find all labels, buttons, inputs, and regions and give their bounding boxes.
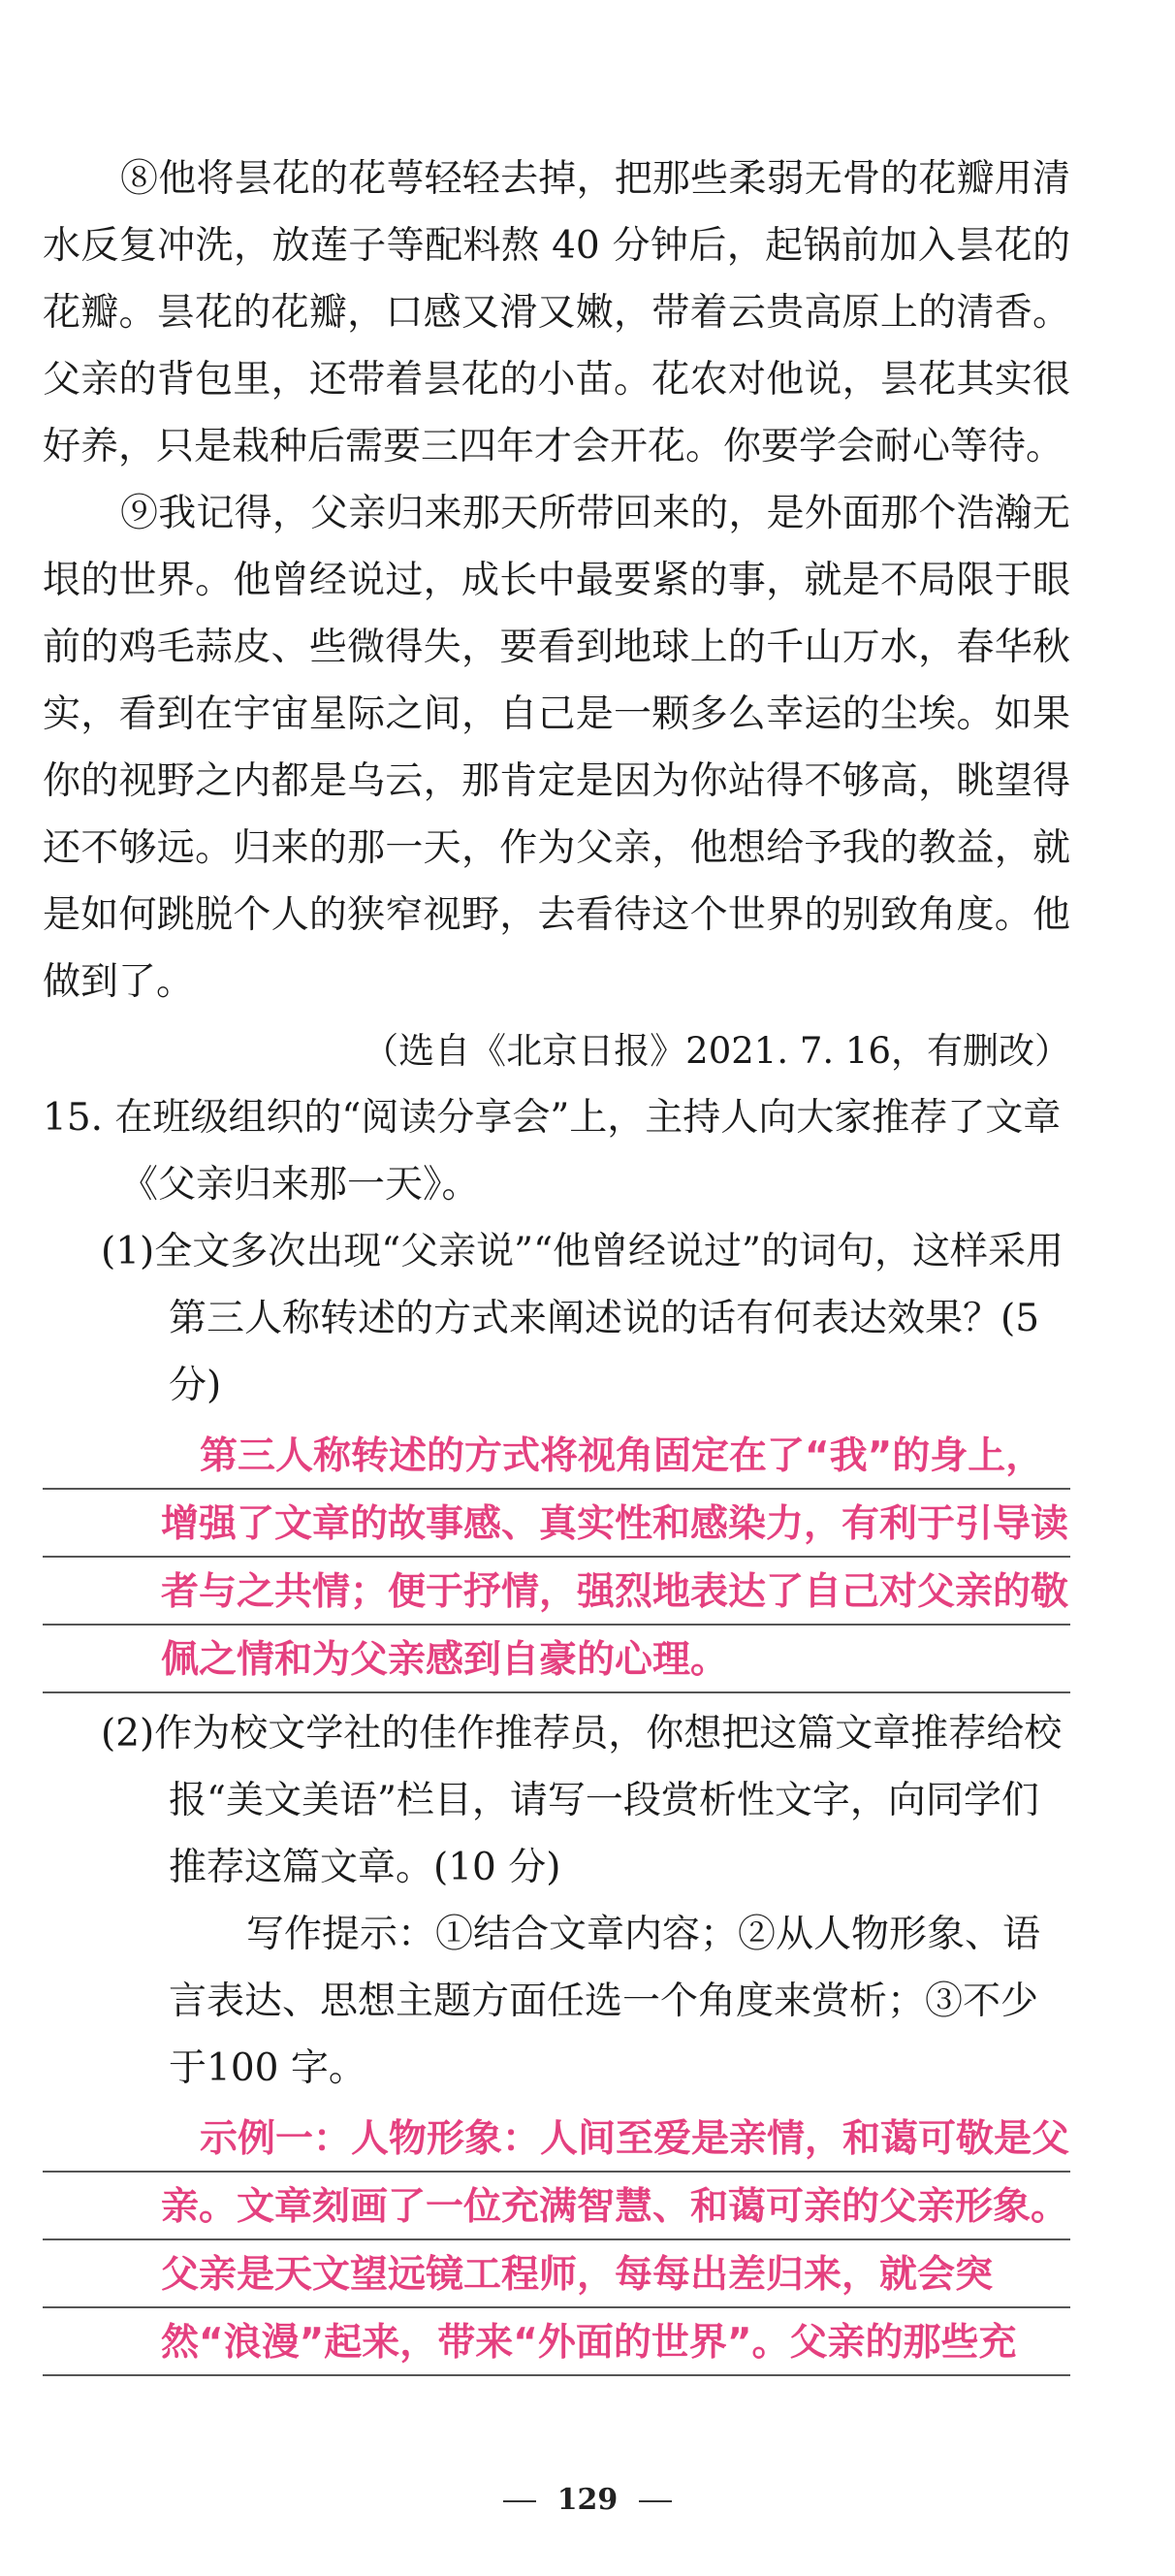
answer-15-1-text: 第三人称转述的方式将视角固定在了“我”的身上，增强了文章的故事感、真实性和感染力，有利于引导读者与之共情；便于抒情，强烈地表达了自己对父亲的敬佩之情和为父亲感到自豪的心理。 xyxy=(161,1434,1069,1682)
source-citation: （选自《北京日报》2021. 7. 16，有删改） xyxy=(363,1030,1070,1072)
answer-15-2 xyxy=(43,2106,1070,2377)
question-15-2: (2)作为校文学社的佳作推荐员，你想把这篇文章推荐给校报“美文美语”栏目，请写一段赏析性文字，向同学们推荐这篇文章。(10 分) xyxy=(101,1712,1063,1889)
question-15-stem: 15. 在班级组织的“阅读分享会”上，主持人向大家推荐了文章《父亲归来那一天》。 xyxy=(43,1096,1062,1207)
page-footer xyxy=(0,2483,1175,2517)
page-content xyxy=(43,145,1070,2383)
writing-hint: 写作提示：①结合文章内容；②从人物形象、语言表达、思想主题方面任选一个角度来赏析；③不少于100 字。 xyxy=(169,1913,1041,2090)
answer-15-2-text: 示例一：人物形象：人间至爱是亲情，和蔼可敬是父亲。文章刻画了一位充满智慧、和蔼可亲的父亲形象。父亲是天文望远镜工程师，每每出差归来，就会突然“浪漫”起来，带来“外面的世界”。父亲的那些充 xyxy=(161,2117,1070,2365)
paragraph-8: ⑧他将昙花的花萼轻轻去掉，把那些柔弱无骨的花瓣用清水反复冲洗，放莲子等配料熬 40 分钟后，起锅前加入昙花的花瓣。昙花的花瓣，口感又滑又嫩，带着云贵高原上的清香。父亲的背包里，还带着昙花的小苗。花农对他说，昙花其实很好养，只是栽种后需要三四年才会开花。你要学会耐心等待。 xyxy=(43,157,1070,468)
answer-15-1 xyxy=(43,1423,1070,1694)
question-15-1: (1)全文多次出现“父亲说”“他曾经说过”的词句，这样采用第三人称转述的方式来阐述说的话有何表达效果？(5 分) xyxy=(101,1230,1064,1407)
paragraph-9: ⑨我记得，父亲归来那天所带回来的，是外面那个浩瀚无垠的世界。他曾经说过，成长中最要紧的事，就是不局限于眼前的鸡毛蒜皮、些微得失，要看到地球上的千山万水，春华秋实，看到在宇宙星际之间，自己是一颗多么幸运的尘埃。如果你的视野之内都是乌云，那肯定是因为你站得不够高，眺望得还不够远。归来的那一天，作为父亲，他想给予我的教益，就是如何跳脱个人的狭窄视野，去看待这个世界的别致角度。他做到了。 xyxy=(43,492,1070,1004)
footer-left-dash xyxy=(503,2500,536,2502)
footer-right-dash xyxy=(639,2500,672,2502)
page-number: 129 xyxy=(556,2483,619,2517)
